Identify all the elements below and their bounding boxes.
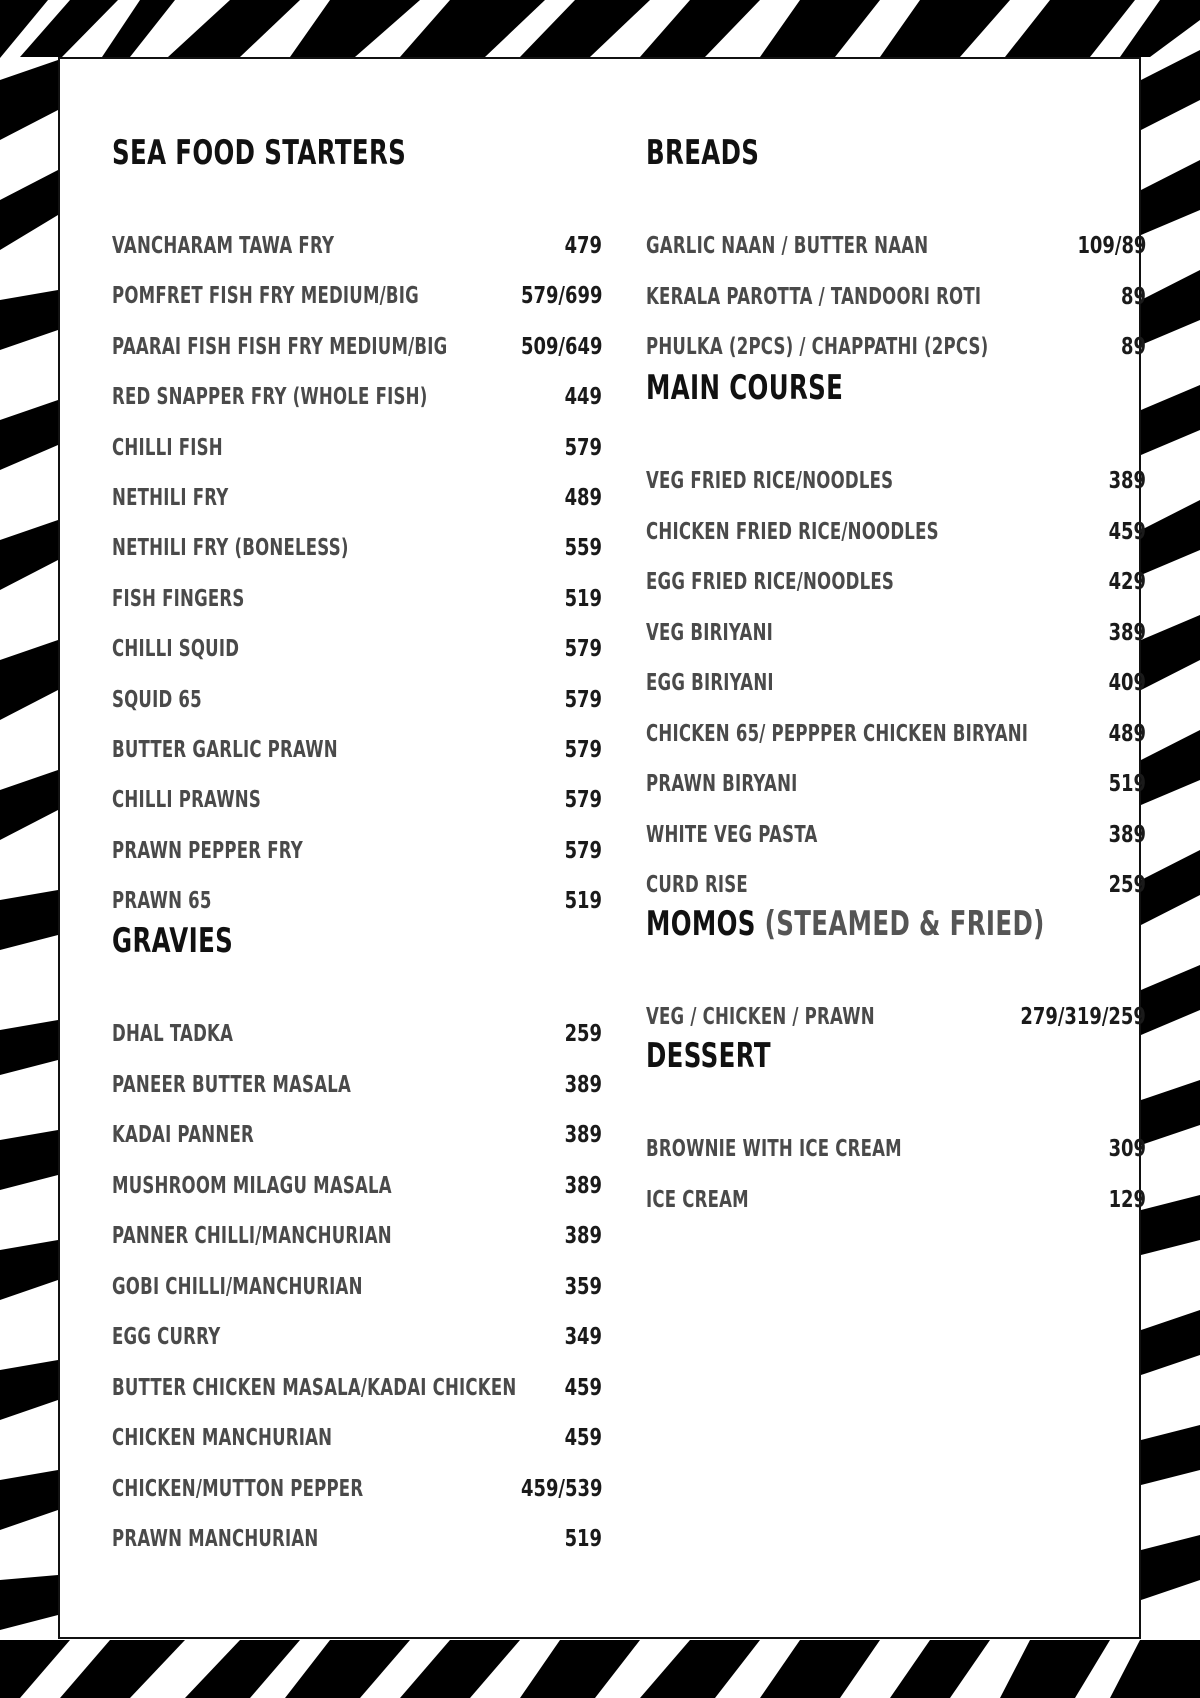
section-title-breads: BREADS xyxy=(646,133,760,173)
section-title-dessert: DESSERT xyxy=(646,1036,771,1076)
menu-item-price: 409 xyxy=(1108,670,1146,696)
menu-item-price: 579/699 xyxy=(520,283,602,310)
menu-item xyxy=(112,1221,602,1251)
menu-item xyxy=(112,1373,602,1403)
menu-item-name: PANEER BUTTER MASALA xyxy=(112,1071,352,1098)
menu-item-name: EGG CURRY xyxy=(112,1324,221,1350)
section-title-main-course: MAIN COURSE xyxy=(646,368,844,408)
menu-item xyxy=(112,1019,602,1049)
menu-item-price: 489 xyxy=(1108,720,1146,747)
menu-item-name: KADAI PANNER xyxy=(112,1122,254,1148)
menu-item-price: 579 xyxy=(564,636,602,663)
menu-item xyxy=(112,886,602,916)
menu-item xyxy=(646,1185,1146,1215)
menu-item-name: CHILLI PRAWNS xyxy=(112,787,262,814)
menu-item-price: 309 xyxy=(1108,1136,1146,1162)
menu-item-price: 489 xyxy=(564,485,602,511)
menu-item xyxy=(112,332,602,362)
menu-item-name: GOBI CHILLI/MANCHURIAN xyxy=(112,1273,363,1300)
menu-item-price: 559 xyxy=(564,535,602,562)
menu-item xyxy=(646,332,1146,362)
menu-item xyxy=(112,836,602,866)
menu-item-price: 449 xyxy=(564,384,602,411)
menu-item-price: 429 xyxy=(1108,569,1146,595)
menu-item xyxy=(112,1171,602,1201)
menu-item-name: PRAWN 65 xyxy=(112,888,212,915)
menu-item xyxy=(646,231,1146,261)
menu-item-price: 579 xyxy=(564,686,602,713)
menu-item xyxy=(646,1002,1146,1032)
menu-item xyxy=(112,735,602,765)
section-momos xyxy=(646,902,1146,1030)
section-breads xyxy=(646,131,1146,360)
menu-item-name: CHILLI SQUID xyxy=(112,636,240,663)
section-dessert xyxy=(646,1034,1146,1213)
menu-item-name: CHICKEN FRIED RICE/NOODLES xyxy=(646,518,939,545)
menu-item-name: CHICKEN/MUTTON PEPPER xyxy=(112,1475,364,1502)
menu-item-name: CHILLI FISH xyxy=(112,434,223,461)
menu-item-price: 129 xyxy=(1108,1186,1146,1213)
menu-item-name: PRAWN PEPPER FRY xyxy=(112,837,304,864)
menu-item-price: 459 xyxy=(1108,518,1146,545)
menu-item xyxy=(112,1272,602,1302)
menu-item-price: 89 xyxy=(1121,334,1146,360)
menu-item-name: NETHILI FRY (BONELESS) xyxy=(112,535,349,562)
section-main-course xyxy=(646,366,1146,898)
menu-item xyxy=(112,433,602,463)
menu-item-price: 519 xyxy=(564,1526,602,1552)
menu-item-price: 389 xyxy=(564,1122,602,1148)
menu-item-name: ICE CREAM xyxy=(646,1186,749,1213)
menu-item-name: SQUID 65 xyxy=(112,686,202,713)
menu-item xyxy=(112,231,602,261)
menu-item xyxy=(646,282,1146,312)
menu-item xyxy=(646,870,1146,900)
menu-item xyxy=(112,1474,602,1504)
menu-item-name: VEG / CHICKEN / PRAWN xyxy=(646,1004,875,1030)
menu-item-price: 459 xyxy=(564,1425,602,1451)
momos-title: MOMOS xyxy=(646,904,756,944)
menu-item-name: PANNER CHILLI/MANCHURIAN xyxy=(112,1223,392,1249)
menu-item-name: BUTTER GARLIC PRAWN xyxy=(112,737,338,763)
menu-item xyxy=(112,1120,602,1150)
menu-item-price: 259 xyxy=(1108,872,1146,898)
menu-item xyxy=(646,466,1146,496)
menu-item xyxy=(646,668,1146,698)
section-title-momos xyxy=(646,902,1045,946)
menu-item xyxy=(112,785,602,815)
section-seafood-starters xyxy=(112,131,602,915)
menu-item-price: 579 xyxy=(564,787,602,814)
menu-item-name: VEG BIRIYANI xyxy=(646,619,774,646)
menu-item-name: KERALA PAROTTA / TANDOORI ROTI xyxy=(646,283,982,310)
menu-item-name: BROWNIE WITH ICE CREAM xyxy=(646,1136,902,1162)
menu-item-name: PAARAI FISH FISH FRY MEDIUM/BIG xyxy=(112,333,448,360)
section-title-gravies: GRAVIES xyxy=(112,921,234,961)
menu-item-price: 389 xyxy=(564,1071,602,1098)
menu-item-price: 389 xyxy=(564,1223,602,1249)
menu-item xyxy=(112,1070,602,1100)
menu-item-name: FISH FINGERS xyxy=(112,585,245,612)
momos-subtitle: (STEAMED & FRIED) xyxy=(764,904,1045,944)
menu-item-price: 389 xyxy=(1108,468,1146,494)
menu-item-price: 579 xyxy=(564,434,602,461)
menu-item-price: 459 xyxy=(564,1374,602,1401)
menu-item xyxy=(112,483,602,513)
menu-item-name: PHULKA (2PCS) / CHAPPATHI (2PCS) xyxy=(646,334,989,360)
menu-item-price: 459/539 xyxy=(520,1475,602,1502)
menu-item-name: MUSHROOM MILAGU MASALA xyxy=(112,1172,392,1199)
menu-item xyxy=(112,382,602,412)
menu-item-price: 89 xyxy=(1121,283,1146,310)
menu-item-price: 109/89 xyxy=(1077,233,1146,259)
menu-item-price: 479 xyxy=(564,233,602,259)
menu-item-name: PRAWN MANCHURIAN xyxy=(112,1526,319,1552)
menu-item xyxy=(646,517,1146,547)
menu-item-price: 519 xyxy=(564,585,602,612)
menu-panel xyxy=(58,57,1146,1639)
menu-item-name: VANCHARAM TAWA FRY xyxy=(112,233,335,259)
menu-item-price: 359 xyxy=(564,1273,602,1300)
section-title-seafood-starters: SEA FOOD STARTERS xyxy=(112,133,407,173)
menu-item-name: PRAWN BIRYANI xyxy=(646,771,798,797)
menu-item xyxy=(112,584,602,614)
menu-item xyxy=(112,1524,602,1554)
menu-item xyxy=(646,719,1146,749)
menu-item-name: DHAL TADKA xyxy=(112,1021,234,1047)
menu-item-price: 509/649 xyxy=(520,333,602,360)
menu-item-price: 519 xyxy=(1108,771,1146,797)
menu-item xyxy=(112,685,602,715)
menu-item-price: 389 xyxy=(564,1172,602,1199)
menu-item xyxy=(646,820,1146,850)
menu-item-name: NETHILI FRY xyxy=(112,485,229,511)
menu-item xyxy=(646,618,1146,648)
menu-item-price: 259 xyxy=(564,1021,602,1047)
menu-item-name: BUTTER CHICKEN MASALA/KADAI CHICKEN xyxy=(112,1374,517,1401)
menu-item-name: EGG BIRIYANI xyxy=(646,670,774,696)
menu-item-price: 349 xyxy=(564,1324,602,1350)
menu-item-price: 389 xyxy=(1108,619,1146,646)
menu-item-name: CHICKEN MANCHURIAN xyxy=(112,1425,333,1451)
menu-item-name: CURD RISE xyxy=(646,872,748,898)
menu-item xyxy=(646,567,1146,597)
menu-item-name: POMFRET FISH FRY MEDIUM/BIG xyxy=(112,283,419,310)
menu-item-name: EGG FRIED RICE/NOODLES xyxy=(646,569,895,595)
menu-item-price: 579 xyxy=(564,737,602,763)
menu-item-name: CHICKEN 65/ PEPPPER CHICKEN BIRYANI xyxy=(646,720,1029,747)
menu-item-price: 389 xyxy=(1108,821,1146,848)
menu-item xyxy=(112,1423,602,1453)
menu-item-price: 579 xyxy=(564,837,602,864)
menu-item xyxy=(112,634,602,664)
menu-item-name: RED SNAPPER FRY (WHOLE FISH) xyxy=(112,384,428,411)
section-gravies xyxy=(112,919,602,1552)
menu-item xyxy=(112,281,602,311)
menu-item xyxy=(112,533,602,563)
menu-item-name: GARLIC NAAN / BUTTER NAAN xyxy=(646,233,929,259)
menu-item-name: WHITE VEG PASTA xyxy=(646,821,818,848)
menu-item-name: VEG FRIED RICE/NOODLES xyxy=(646,468,894,494)
menu-item-price: 279/319/259 xyxy=(1020,1004,1146,1030)
menu-item xyxy=(646,769,1146,799)
menu-item xyxy=(112,1322,602,1352)
menu-item-price: 519 xyxy=(564,888,602,915)
menu-item xyxy=(646,1134,1146,1164)
